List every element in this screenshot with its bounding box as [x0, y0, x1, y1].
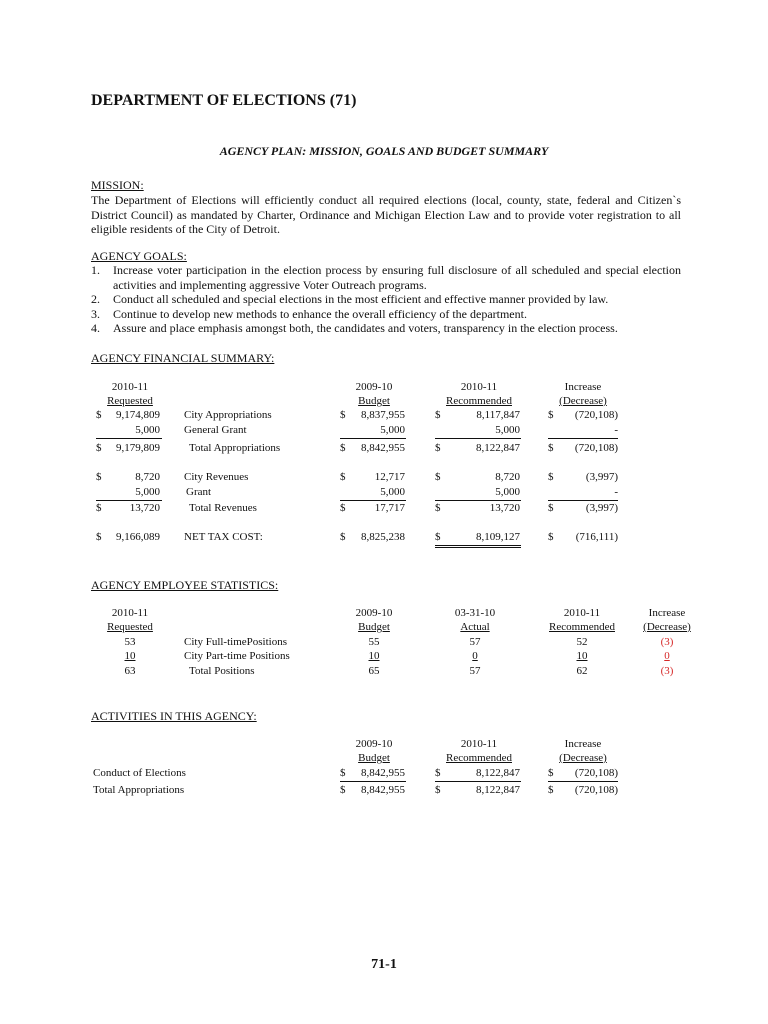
page-title: DEPARTMENT OF ELECTIONS (71): [91, 92, 357, 109]
currency-sign: $: [435, 409, 441, 421]
emp-col-requested-year: 2010-11: [111, 607, 149, 619]
page-number: 71-1: [371, 957, 397, 972]
subtotal-rule: [435, 781, 521, 782]
currency-sign: $: [96, 409, 102, 421]
fin-col-recommended-year: 2010-11: [460, 381, 498, 393]
act-col-recommended-year: 2010-11: [460, 738, 498, 750]
fin-cell-recommended: 8,109,127: [476, 531, 520, 543]
emp-col-actual-label: Actual: [460, 621, 490, 633]
emp-cell-budget: 65: [368, 665, 380, 677]
goals-heading: AGENCY GOALS:: [91, 249, 187, 263]
fin-cell-change: -: [614, 486, 618, 498]
act-cell-recommended: 8,122,847: [476, 767, 520, 779]
emp-cell-actual: 0: [472, 650, 478, 662]
fin-cell-requested: 9,166,089: [116, 531, 160, 543]
emp-col-recommended-year: 2010-11: [563, 607, 601, 619]
emp-cell-change: (3): [660, 636, 674, 648]
goal-text: Continue to develop new methods to enhance the overall efficiency of the department.: [113, 306, 527, 321]
fin-col-recommended-label: Recommended: [446, 395, 512, 407]
goal-item: [91, 292, 681, 307]
fin-cell-recommended: 8,720: [495, 471, 520, 483]
fin-cell-budget: 12,717: [374, 471, 405, 483]
mission-text: The Department of Elections will efficiently conduct all required elections (local, county, state, federal and Citizen`s District Council) as mandated by Charter, Ordinance and Michigan Election Law and to provide voter registration to all eligible residents of the City of Detroit.: [91, 193, 681, 236]
currency-sign: $: [435, 784, 441, 796]
currency-sign: $: [548, 502, 554, 514]
currency-sign: $: [340, 531, 346, 543]
fin-cell-change: (3,997): [585, 502, 618, 514]
fin-col-budget-label: Budget: [358, 395, 390, 407]
goals-list: [91, 263, 681, 336]
double-rule: [435, 545, 521, 546]
subtotal-rule: [96, 438, 162, 439]
fin-cell-budget: 5,000: [380, 424, 405, 436]
currency-sign: $: [435, 442, 441, 454]
fin-cell-change: (3,997): [585, 471, 618, 483]
currency-sign: $: [340, 442, 346, 454]
goal-number: 3.: [91, 306, 100, 321]
fin-cell-requested: 5,000: [135, 486, 160, 498]
currency-sign: $: [435, 502, 441, 514]
goal-number: 1.: [91, 263, 100, 277]
fin-row-label: NET TAX COST:: [184, 531, 263, 543]
fin-cell-change: (720,108): [574, 409, 618, 421]
fin-cell-change: -: [614, 424, 618, 436]
goal-text: Assure and place emphasis amongst both, the candidates and voters, transparency in the election process.: [113, 321, 618, 335]
subtotal-rule: [340, 500, 406, 501]
fin-row-label: City Appropriations: [184, 409, 272, 421]
act-cell-recommended: 8,122,847: [476, 784, 520, 796]
fin-cell-budget: 8,825,238: [361, 531, 405, 543]
emp-col-recommended-label: Recommended: [549, 621, 615, 633]
currency-sign: $: [435, 531, 441, 543]
act-row-label: Total Appropriations: [93, 784, 185, 796]
currency-sign: $: [548, 471, 554, 483]
fin-cell-recommended: 8,117,847: [476, 409, 520, 421]
fin-col-change-label: (Decrease): [559, 395, 607, 407]
goal-number: 2.: [91, 292, 100, 306]
emp-cell-budget: 10: [368, 650, 380, 662]
currency-sign: $: [340, 767, 346, 779]
emp-col-budget-year: 2009-10: [355, 607, 393, 619]
fin-cell-requested: 13,720: [129, 502, 160, 514]
currency-sign: $: [340, 409, 346, 421]
currency-sign: $: [548, 767, 554, 779]
subtotal-rule: [548, 781, 618, 782]
goal-text: Increase voter participation in the election process by ensuring full disclosure of all scheduled and special election activities and implementing aggressive Voter Outreach programs.: [113, 263, 681, 292]
currency-sign: $: [435, 471, 441, 483]
fin-row-label: Total Appropriations: [189, 442, 281, 454]
act-row-label: Conduct of Elections: [93, 767, 186, 779]
fin-row-label: Grant: [186, 486, 212, 498]
emp-cell-actual: 57: [469, 636, 481, 648]
act-col-recommended-label: Recommended: [446, 752, 512, 764]
emp-cell-requested: 53: [124, 636, 136, 648]
currency-sign: $: [96, 531, 102, 543]
currency-sign: $: [435, 767, 441, 779]
act-cell-change: (720,108): [574, 767, 618, 779]
emp-col-change-title: Increase: [648, 607, 686, 619]
subtotal-rule: [435, 500, 521, 501]
act-cell-change: (720,108): [574, 784, 618, 796]
fin-cell-recommended: 8,122,847: [476, 442, 520, 454]
fin-cell-recommended: 5,000: [495, 424, 520, 436]
goal-item: [91, 321, 681, 336]
page-subtitle: AGENCY PLAN: MISSION, GOALS AND BUDGET SUMMARY: [219, 144, 549, 158]
fin-cell-requested: 9,174,809: [116, 409, 160, 421]
fin-row-label: City Revenues: [184, 471, 249, 483]
emp-cell-change: 0: [664, 650, 670, 662]
emp-cell-budget: 55: [368, 636, 380, 648]
fin-cell-change: (716,111): [575, 531, 618, 543]
currency-sign: $: [548, 409, 554, 421]
emp-cell-actual: 57: [469, 665, 481, 677]
fin-cell-budget: 8,837,955: [361, 409, 405, 421]
financial-heading: AGENCY FINANCIAL SUMMARY:: [91, 351, 275, 365]
fin-col-requested-label: Requested: [107, 395, 153, 407]
emp-row-label: Total Positions: [189, 665, 255, 677]
currency-sign: $: [340, 784, 346, 796]
fin-cell-requested: 9,179,809: [116, 442, 160, 454]
subtotal-rule: [340, 781, 406, 782]
fin-cell-budget: 8,842,955: [361, 442, 405, 454]
currency-sign: $: [96, 502, 102, 514]
act-col-budget-label: Budget: [358, 752, 390, 764]
emp-cell-recommended: 10: [576, 650, 588, 662]
currency-sign: $: [548, 531, 554, 543]
emp-row-label: City Part-time Positions: [184, 650, 290, 662]
currency-sign: $: [96, 442, 102, 454]
emp-cell-requested: 10: [124, 650, 136, 662]
currency-sign: $: [96, 471, 102, 483]
act-col-change-title: Increase: [564, 738, 602, 750]
fin-col-requested-year: 2010-11: [111, 381, 149, 393]
currency-sign: $: [548, 784, 554, 796]
goal-number: 4.: [91, 321, 100, 335]
goal-item: [91, 263, 681, 292]
emp-cell-recommended: 52: [576, 636, 588, 648]
act-cell-budget: 8,842,955: [361, 767, 405, 779]
goal-text: Conduct all scheduled and special elections in the most efficient and effective manner provided by law.: [113, 292, 609, 306]
fin-cell-recommended: 13,720: [489, 502, 520, 514]
fin-cell-requested: 8,720: [135, 471, 160, 483]
emp-row-label: City Full-timePositions: [184, 636, 287, 648]
fin-cell-recommended: 5,000: [495, 486, 520, 498]
goal-item: [91, 307, 681, 322]
subtotal-rule: [548, 438, 618, 439]
emp-cell-requested: 63: [124, 665, 136, 677]
emp-col-requested-label: Requested: [107, 621, 153, 633]
fin-row-label: Total Revenues: [189, 502, 257, 514]
act-cell-budget: 8,842,955: [361, 784, 405, 796]
employees-heading: AGENCY EMPLOYEE STATISTICS:: [91, 578, 279, 592]
emp-col-change-label: (Decrease): [643, 621, 691, 633]
currency-sign: $: [340, 502, 346, 514]
activities-heading: ACTIVITIES IN THIS AGENCY:: [91, 709, 257, 723]
emp-col-actual-date: 03-31-10: [454, 607, 496, 619]
currency-sign: $: [340, 471, 346, 483]
fin-cell-change: (720,108): [574, 442, 618, 454]
fin-col-change-title: Increase: [564, 381, 602, 393]
currency-sign: $: [548, 442, 554, 454]
act-col-change-label: (Decrease): [559, 752, 607, 764]
emp-col-budget-label: Budget: [358, 621, 390, 633]
fin-cell-budget: 5,000: [380, 486, 405, 498]
fin-col-budget-year: 2009-10: [355, 381, 393, 393]
emp-cell-recommended: 62: [576, 665, 588, 677]
double-rule: [435, 547, 521, 548]
fin-row-label: General Grant: [184, 424, 247, 436]
subtotal-rule: [548, 500, 618, 501]
fin-cell-requested: 5,000: [135, 424, 160, 436]
subtotal-rule: [435, 438, 521, 439]
act-col-budget-year: 2009-10: [355, 738, 393, 750]
subtotal-rule: [340, 438, 406, 439]
emp-cell-change: (3): [660, 665, 674, 677]
fin-cell-budget: 17,717: [374, 502, 405, 514]
mission-heading: MISSION:: [91, 178, 144, 192]
subtotal-rule: [96, 500, 162, 501]
